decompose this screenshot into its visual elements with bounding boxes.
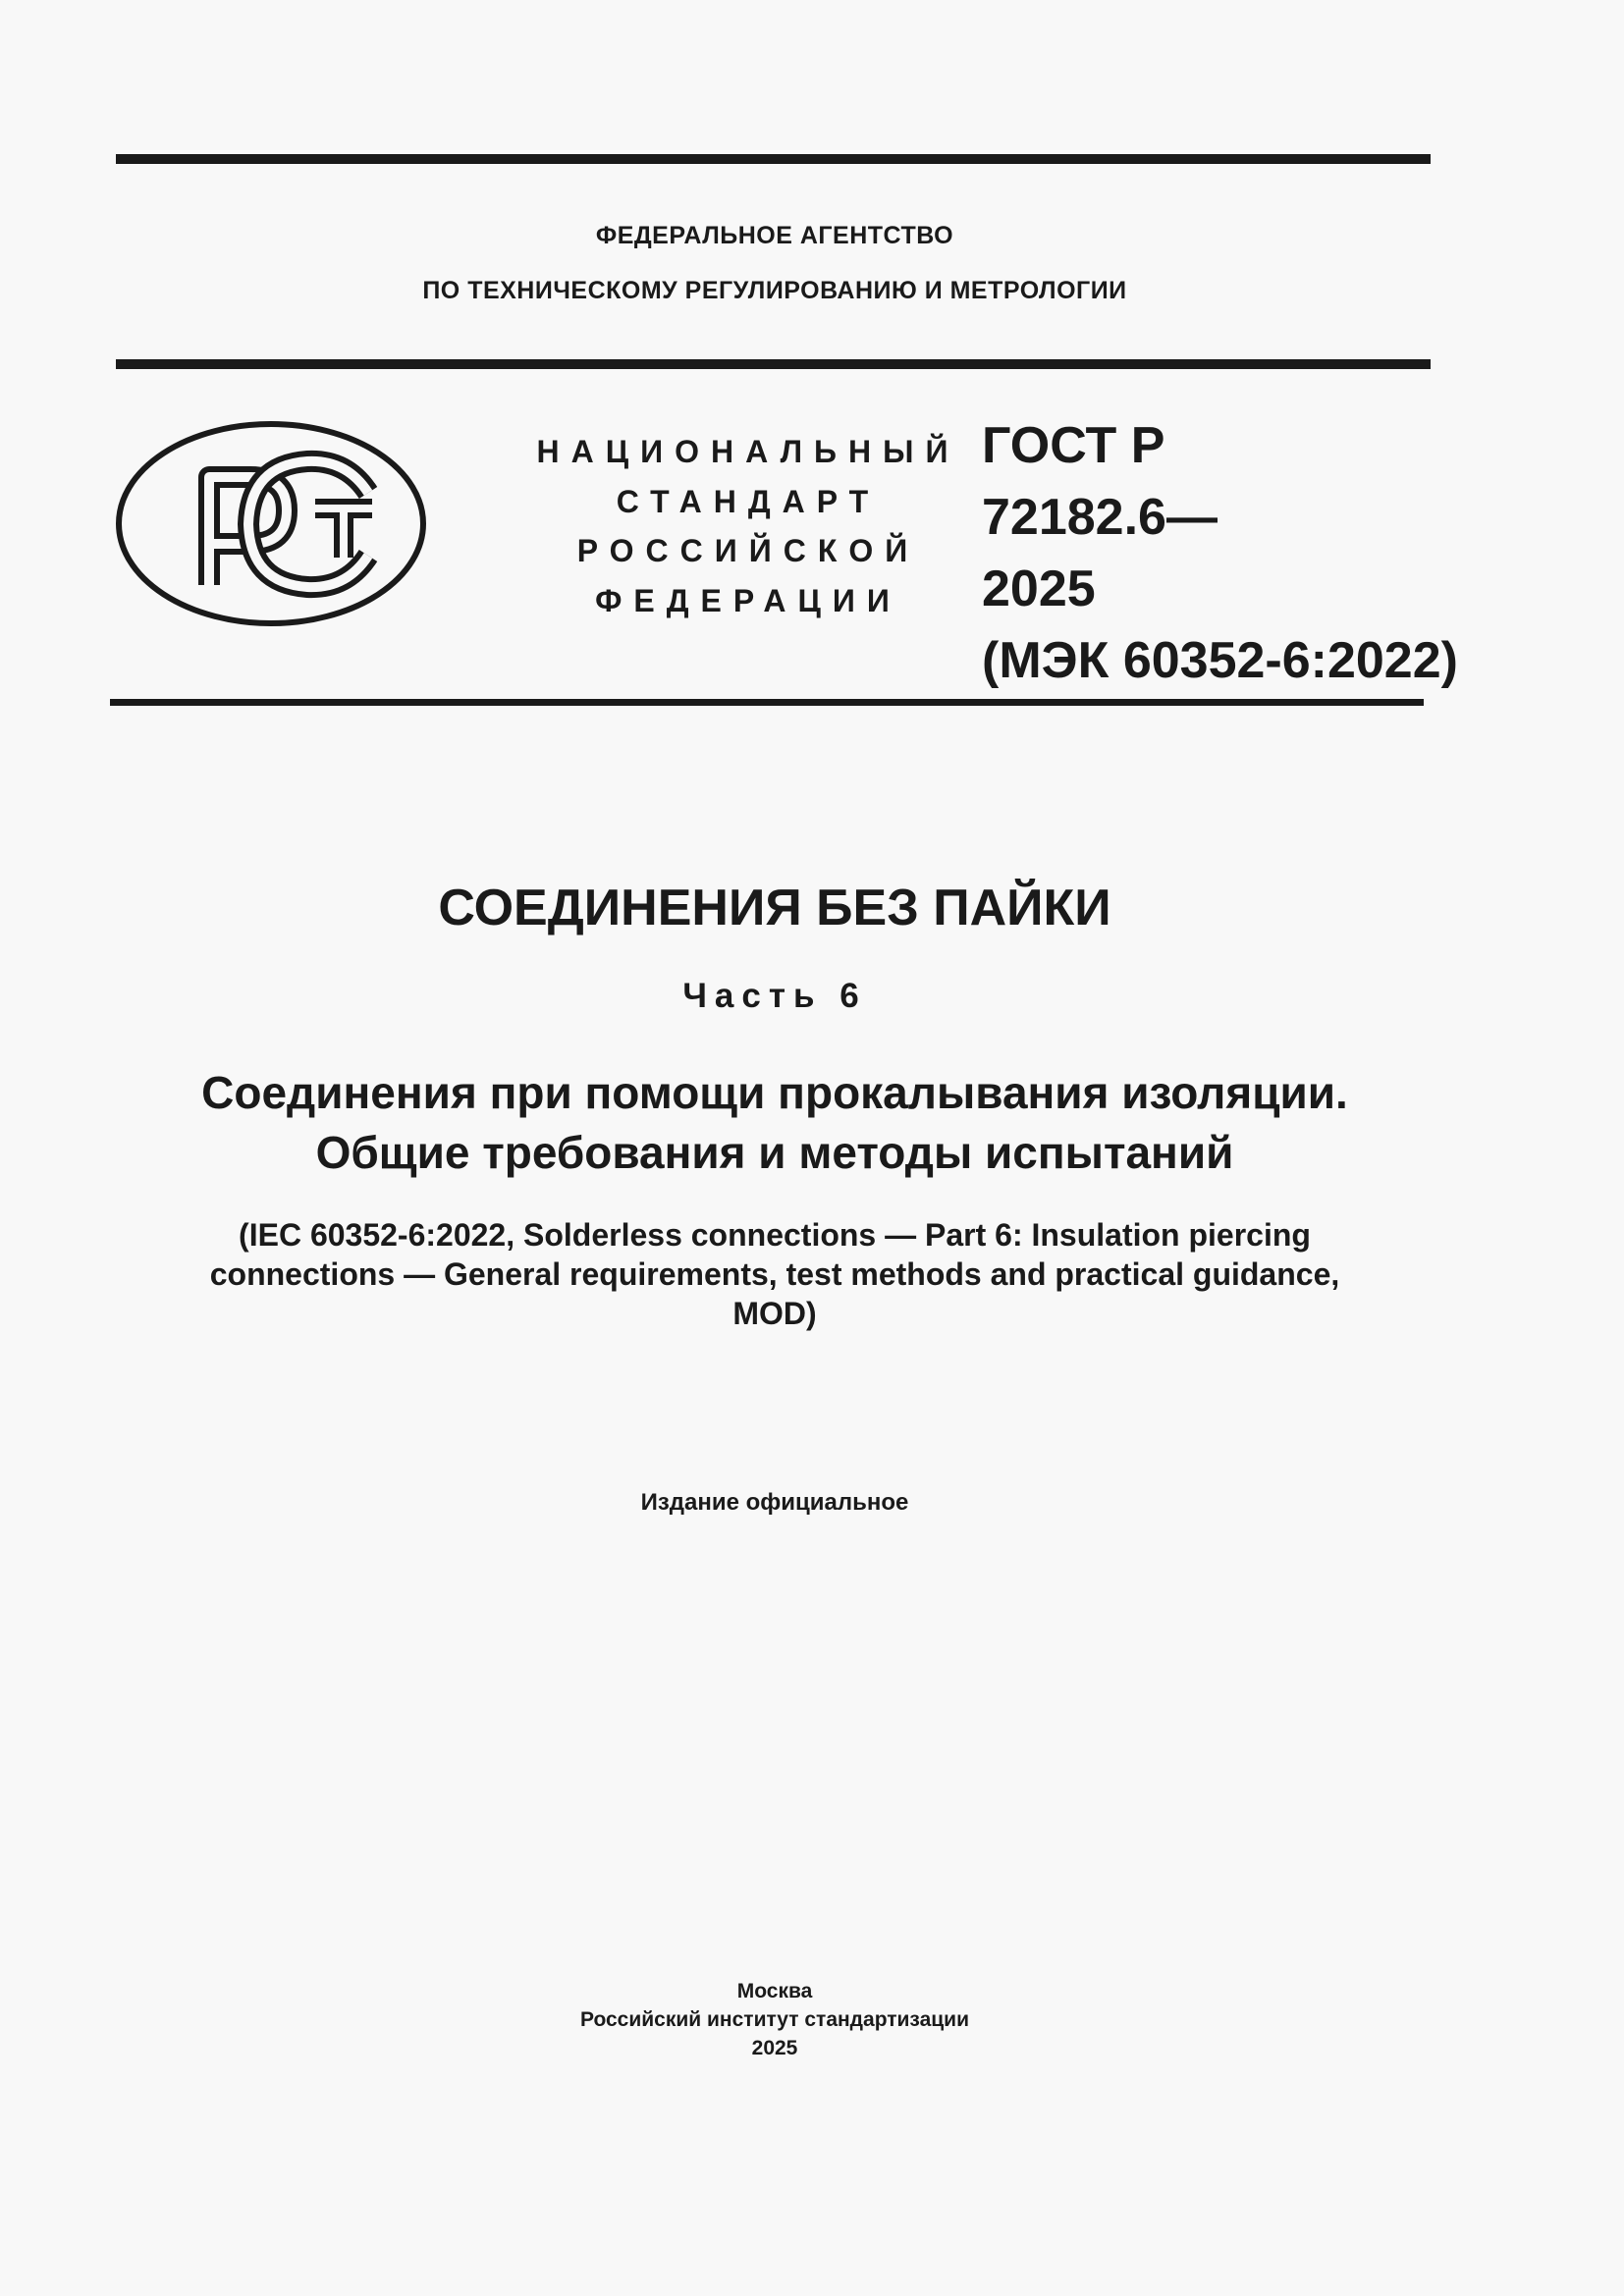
document-title: СОЕДИНЕНИЯ БЕЗ ПАЙКИ bbox=[438, 880, 1111, 936]
subtitle-line2: Общие требования и методы испытаний bbox=[315, 1127, 1234, 1178]
iec-reference-line2: connections — General requirements, test methods and practical guidance, bbox=[209, 1256, 1340, 1292]
designation-line2: 72182.6— bbox=[982, 489, 1218, 546]
footer-year: 2025 bbox=[751, 2037, 798, 2059]
top-rule bbox=[116, 154, 1431, 164]
standard-type-line3: РОССИЙСКОЙ bbox=[576, 533, 920, 568]
subtitle-line1: Соединения при помощи прокалывания изоляции. bbox=[201, 1067, 1348, 1118]
designation-line4: (МЭК 60352-6:2022) bbox=[982, 632, 1458, 689]
standard-type-line1: НАЦИОНАЛЬНЫЙ bbox=[536, 434, 960, 469]
edition-label: Издание официальное bbox=[640, 1489, 909, 1516]
agency-name-line2: ПО ТЕХНИЧЕСКОМУ РЕГУЛИРОВАНИЮ И МЕТРОЛОГИИ bbox=[422, 277, 1127, 304]
standard-type-line4: ФЕДЕРАЦИИ bbox=[595, 583, 901, 618]
standard-designation bbox=[982, 410, 1458, 697]
designation-rule bbox=[110, 699, 1424, 706]
part-number: Часть 6 bbox=[682, 977, 867, 1015]
footer-publisher: Российский институт стандартизации bbox=[579, 2008, 970, 2031]
footer-city: Москва bbox=[736, 1980, 813, 2002]
header-rule bbox=[116, 359, 1431, 369]
rst-certification-mark-icon bbox=[115, 420, 427, 627]
agency-name-line1: ФЕДЕРАЛЬНОЕ АГЕНТСТВО bbox=[595, 222, 954, 249]
designation-line1: ГОСТ Р bbox=[982, 417, 1165, 474]
iec-reference-line3: MOD) bbox=[732, 1296, 817, 1331]
designation-line3: 2025 bbox=[982, 561, 1096, 617]
iec-reference-line1: (IEC 60352-6:2022, Solderless connections — Part 6: Insulation piercing bbox=[239, 1217, 1311, 1253]
standard-type-line2: СТАНДАРТ bbox=[616, 484, 881, 519]
